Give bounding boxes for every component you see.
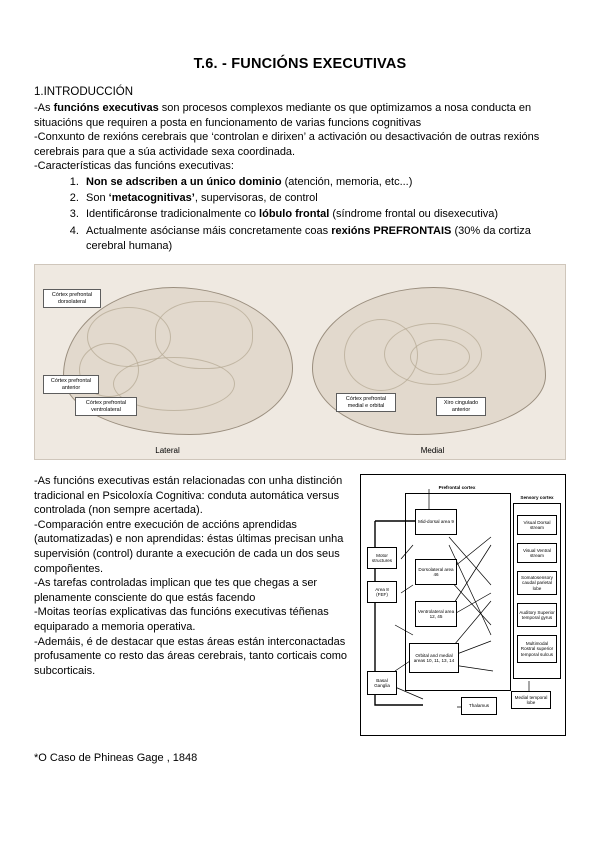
char-4-bold: rexións PREFRONTAIS (331, 224, 452, 237)
inline-bold-funcions-executivas: funcións executivas (53, 102, 159, 114)
brain-medial-detail-2 (410, 339, 470, 375)
figure-caption-medial: Medial (420, 445, 445, 455)
paragraph-interconectadas: -Ademáis, é de destacar que estas áreas están interconactadas profusamente co resto das áreas cerebrais, tanto corticais como subcorticais. (34, 635, 348, 677)
paragraph-teorias: -Moitas teorías explicativas das funcións executivas téñenas equiparado a memoria operativa. (34, 606, 329, 633)
brain-lateral-view (35, 265, 300, 459)
diagram-box-multimodal: Multimodal Rostral superior temporal sulcus (517, 635, 557, 663)
char-1-bold: Non se adscriben a un único dominio (86, 175, 282, 188)
paragraph-caracteristicas: -Características das funcións executivas: (34, 160, 234, 173)
paragraph-distincion: -As funcións executivas están relacionadas con unha distinción tradicional en Psicoloxía Cognitiva: conduta automática versus controlada (non sempre acertada). (34, 474, 343, 517)
lower-block (34, 474, 566, 736)
diagram-box-motor-structures: Motor structures (367, 547, 397, 569)
diagram-box-thalamus: Thalamus (461, 697, 497, 715)
callout-anterior: Córtex prefrontal anterior (43, 375, 99, 394)
diagram-box-auditory: Auditory Superior temporal gyrus (517, 603, 557, 627)
diagram-box-medial-temporal: Medial temporal lobe (511, 691, 551, 709)
diagram-box-dorsolateral: Dorsolateral area 46 (415, 559, 457, 585)
page-title: T.6. - FUNCIÓNS EXECUTIVAS (193, 56, 407, 72)
diagram-box-visual-ventral: Visual Ventral stream (517, 543, 557, 563)
callout-ventrolateral: Córtex prefrontal ventrolateral (75, 397, 137, 416)
diagram-box-ventrolateral: Ventrolateral area 12, 45 (415, 601, 457, 627)
footnote-phineas-gage: *O Caso de Phineas Gage , 1848 (34, 751, 198, 764)
characteristics-list (34, 175, 566, 254)
diagram-box-somatosensory: Somatosensory caudal parietal lobe (517, 571, 557, 595)
diagram-box-basal-ganglia: Basal Ganglia (367, 671, 397, 695)
list-item: 2. Son ‘metacognitivas’, supervisoras, de control (82, 191, 566, 206)
callout-medial-orbital: Córtex prefrontal medial e orbital (336, 393, 396, 412)
paragraph-comparacion: -Comparación entre execución de accións aprendidas (automatizadas) e non aprendidas: éstas últimas precisan unha supervisión (control) durante a execución de cada un dos seus compoñentes. (34, 518, 344, 575)
char-3-bold: lóbulo frontal (259, 208, 330, 221)
lower-text-column (34, 474, 352, 736)
figure-caption-lateral: Lateral (155, 445, 180, 455)
diagram-box-orbital-medial: Orbital and medial areas 10, 11, 13, 14 (409, 643, 459, 673)
list-item: 1. Non se adscriben a un único dominio (atención, memoria, etc...) (82, 175, 566, 190)
callout-cingulado: Xiro cingulado anterior (436, 397, 486, 416)
diagram-title: Prefrontal cortex (438, 484, 476, 490)
list-item: 3. Identificáronse tradicionalmente co lóbulo frontal (síndrome frontal ou disexecutiva) (82, 207, 566, 222)
section-heading-introduccion: 1.INTRODUCCIÓN (34, 86, 134, 98)
diagram-sensory-title: Sensory cortex (520, 494, 554, 500)
paragraph-tarefas: -As tarefas controladas implican que tes que chegas a ser plenamente consciente do que estás facendo (34, 577, 318, 604)
diagram-box-mid-dorsal: Mid-dorsal area 9 (415, 509, 457, 535)
diagram-box-area-8-fef: Area 8 (FEF) (367, 581, 397, 603)
char-2-bold: ‘metacognitivas’ (108, 192, 195, 205)
connectivity-diagram (360, 474, 566, 736)
callout-dorsolateral: Córtex prefrontal dorsolateral (43, 289, 101, 308)
paragraph-conxunto: -Conxunto de rexións cerebrais que ‘controlan e dirixen’ a activación ou desactivación de outras rexións cerebrais para que a súa actividade sexa coordinada. (34, 131, 540, 158)
brain-medial-view (300, 265, 565, 459)
paragraph-definition-rest: son procesos complexos mediante os que optimizamos a nosa conducta en situacións que requiren a posta en funcionamento de varias funcions cognitivas (34, 102, 532, 129)
brain-medial-detail-3 (344, 319, 418, 391)
brain-figure (34, 264, 566, 460)
list-item: 4. Actualmente asócianse máis concretamente coas rexións PREFRONTAIS (30% da cortiza cerebral humana) (82, 224, 566, 254)
paragraph-definition: -As funcións executivas son procesos complexos mediante os que optimizamos a nosa conducta en situacións que requiren a posta en funcionamento de varias funcions cognitivas (34, 102, 532, 129)
diagram-box-visual-dorsal: Visual Dorsal stream (517, 515, 557, 535)
